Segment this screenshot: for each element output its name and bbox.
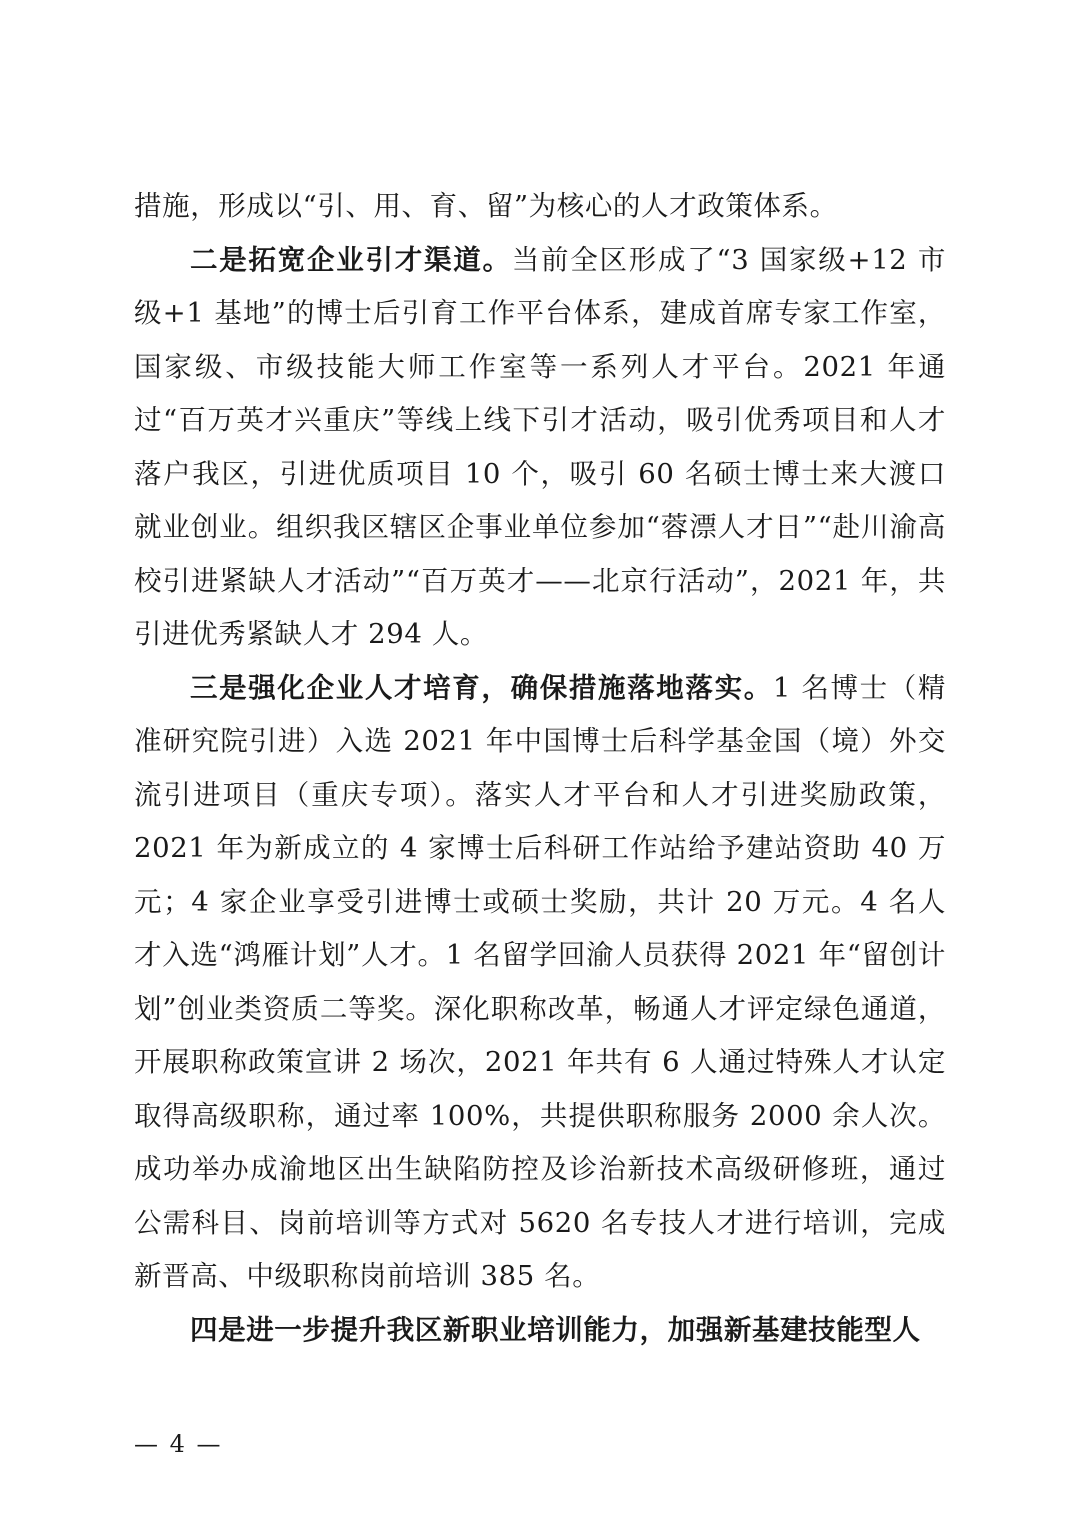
paragraph-recruitment-channels — [134, 234, 946, 662]
paragraph-talent-cultivation — [134, 662, 946, 1304]
paragraph-text: 措施，形成以“引、用、育、留”为核心的人才政策体系。 — [134, 190, 838, 222]
document-body — [134, 180, 946, 1357]
paragraph-vocational-training — [134, 1304, 946, 1358]
paragraph-heading: 三是强化企业人才培育，确保措施落地落实。 — [190, 671, 773, 704]
paragraph-continuation — [134, 180, 946, 234]
paragraph-heading: 二是拓宽企业引才渠道。 — [190, 243, 512, 276]
paragraph-heading: 四是进一步提升我区新职业培训能力，加强新基建技能型人 — [190, 1313, 921, 1346]
paragraph-text: 当前全区形成了“3 国家级+12 市级+1 基地”的博士后引育工作平台体系，建成首席专家工作室，国家级、市级技能大师工作室等一系列人才平台。2021 年通过“百万英才兴重庆”等线上线下引才活动，吸引优秀项目和人才落户我区，引进优质项目 10 个，吸引 60 名硕士博士来大渡口就业创业。组织我区辖区企事业单位参加“蓉漂人才日”“赴川渝高校引进紧缺人才活动”“百万英才——北京行活动”，2021 年，共引进优秀紧缺人才 294 人。 — [134, 243, 946, 650]
paragraph-text: 1 名博士（精准研究院引进）入选 2021 年中国博士后科学基金国（境）外交流引进项目（重庆专项）。落实人才平台和人才引进奖励政策，2021 年为新成立的 4 家博士后科研工作站给予建站资助 40 万元；4 家企业享受引进博士或硕士奖励，共计 20 万元。4 名人才入选“鸿雁计划”人才。1 名留学回渝人员获得 2021 年“留创计划”创业类资质二等奖。深化职称改革，畅通人才评定绿色通道，开展职称政策宣讲 2 场次，2021 年共有 6 人通过特殊人才认定取得高级职称，通过率 100%，共提供职称服务 2000 余人次。成功举办成渝地区出生缺陷防控及诊治新技术高级研修班，通过公需科目、岗前培训等方式对 5620 名专技人才进行培训，完成新晋高、中级职称岗前培训 385 名。 — [134, 671, 947, 1292]
page-number: — 4 — — [134, 1430, 223, 1458]
